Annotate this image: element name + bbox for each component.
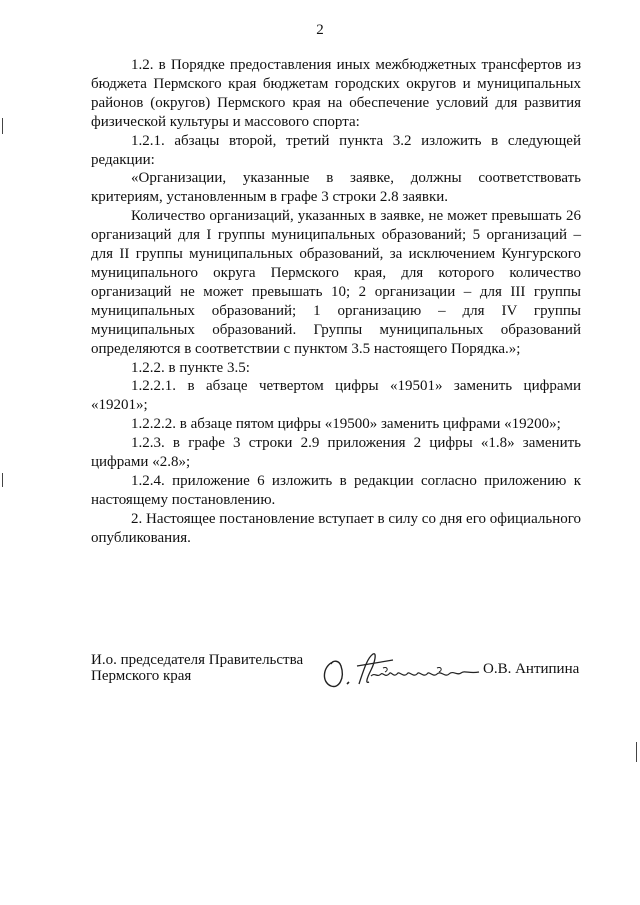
paragraph-1-2-3: 1.2.3. в графе 3 строки 2.9 приложения 2 цифры «1.8» заменить цифрами «2.8»; xyxy=(91,435,581,471)
paragraph-2: 2. Настоящее постановление вступает в силу со дня его официального опубликования. xyxy=(91,510,581,546)
paragraph-1-2: 1.2. в Порядке предоставления иных межбюджетных трансфертов из бюджета Пермского края бюджетам городских округов и муниципальных районов (округов) Пермского края на обеспечение условий для развития физической культуры и массового спорта: xyxy=(91,57,581,130)
paragraph-1-2-2: 1.2.2. в пункте 3.5: xyxy=(131,359,250,376)
paragraph-1-2-2-1: 1.2.2.1. в абзаце четвертом цифры «19501» заменить цифрами «19201»; xyxy=(91,378,581,414)
paragraph-1-2-4: 1.2.4. приложение 6 изложить в редакции согласно приложению к настоящему постановлению. xyxy=(91,472,581,508)
signatory-position-line-1: И.о. председателя Правительства xyxy=(91,652,304,668)
signatory-position xyxy=(91,652,303,684)
margin-mark-left xyxy=(2,118,3,134)
page-number: 2 xyxy=(316,22,324,38)
paragraph-quote-2: Количество организаций, указанных в заявке, не может превышать 26 организаций для I группы муниципальных образований; 5 организаций – для II группы муниципальных образований, за исключением Кунгурского муниципального округа Пермского края, для которого количество организаций не может превышать 10; 2 организации – для III группы муниципальных образований; 1 организацию – для IV группы муниципальных образований. Группы муниципальных образований определяются в соответствии с пунктом 3.5 настоящего Порядка.»; xyxy=(91,208,581,357)
paragraph-1-2-1: 1.2.1. абзацы второй, третий пункта 3.2 изложить в следующей редакции: xyxy=(91,132,581,168)
margin-mark-left-2 xyxy=(2,473,3,487)
signatory-position-line-2: Пермского края xyxy=(91,668,192,684)
signatory-name: О.В. Антипина xyxy=(483,661,580,677)
paragraph-quote-1: «Организации, указанные в заявке, должны соответствовать критериям, установленным в графе 3 строки 2.8 заявки. xyxy=(91,170,581,206)
handwritten-signature xyxy=(319,648,484,690)
margin-mark-right xyxy=(636,742,637,762)
paragraph-1-2-2-2: 1.2.2.2. в абзаце пятом цифры «19500» заменить цифрами «19200»; xyxy=(131,416,561,433)
signature-block xyxy=(91,652,591,702)
document-body xyxy=(91,56,581,548)
